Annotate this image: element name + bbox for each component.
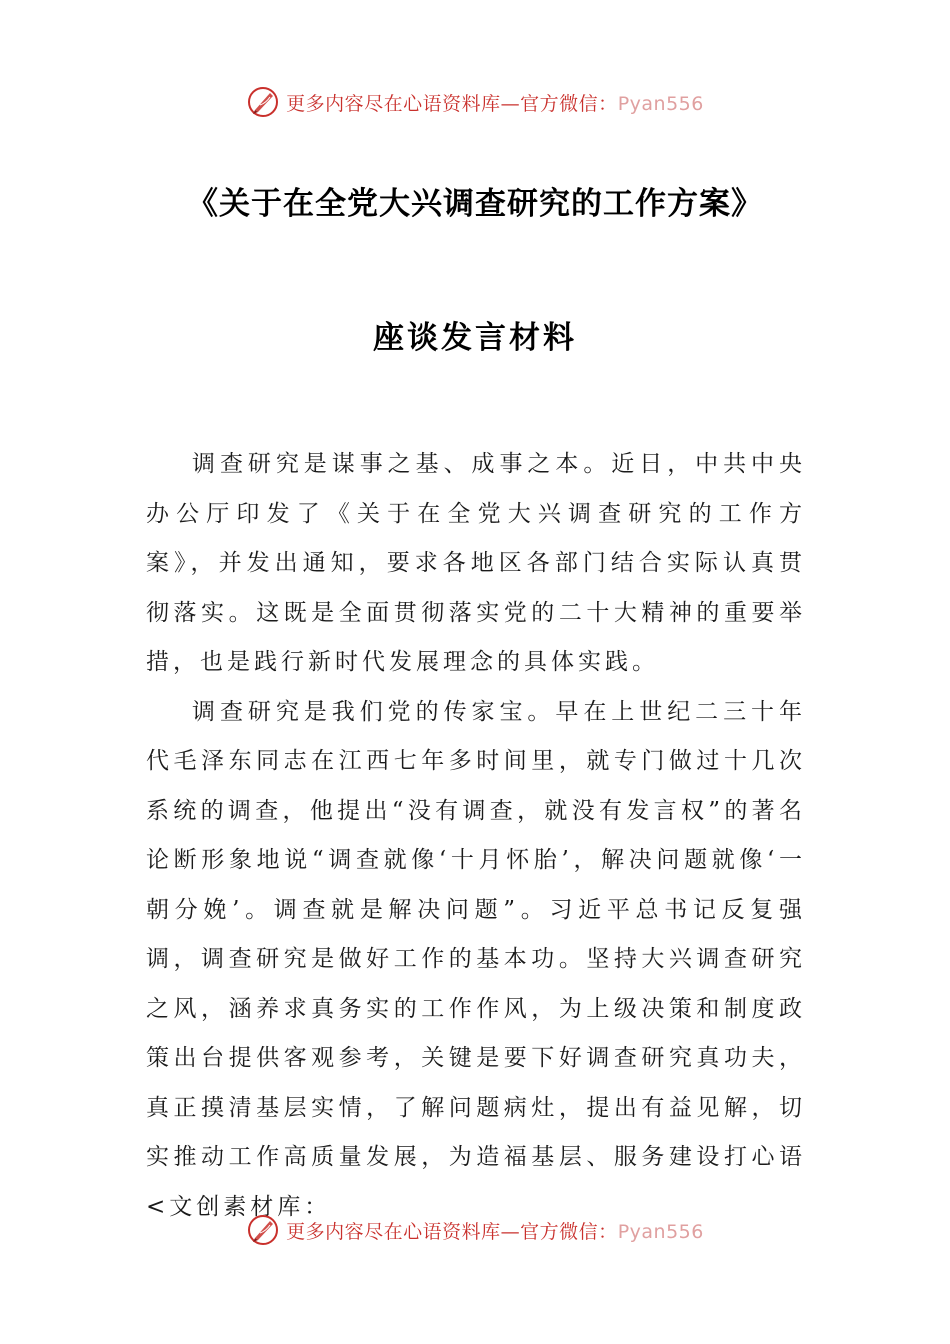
banner-dash: —	[500, 1220, 521, 1243]
document-body	[146, 440, 806, 1232]
banner-brand: 更多内容尽在心语资料库	[286, 92, 501, 115]
banner-wechat-id: Pyan556	[617, 1220, 704, 1243]
quill-pen-logo-icon	[246, 1213, 280, 1247]
banner-dash: —	[500, 92, 521, 115]
banner-brand: 更多内容尽在心语资料库	[286, 1220, 501, 1243]
document-subtitle: 座谈发言材料	[373, 320, 577, 356]
banner-wechat-label: 官方微信：	[520, 92, 618, 115]
footer-banner	[0, 1206, 950, 1254]
header-banner	[0, 78, 950, 126]
quill-pen-logo-icon	[246, 85, 280, 119]
paragraph-1: 调查研究是谋事之基、成事之本。近日，中共中央办公厅印发了《关于在全党大兴调查研究的工作方案》，并发出通知，要求各地区各部门结合实际认真贯彻落实。这既是全面贯彻落实党的二十大精神的重要举措，也是践行新时代发展理念的具体实践。	[146, 451, 806, 675]
banner-wechat-label: 官方微信：	[520, 1220, 618, 1243]
banner-text	[286, 89, 704, 116]
document-title: 《关于在全党大兴调查研究的工作方案》	[187, 186, 763, 222]
banner-wechat-id: Pyan556	[617, 92, 704, 115]
banner-text	[286, 1217, 704, 1244]
paragraph-2: 调查研究是我们党的传家宝。早在上世纪二三十年代毛泽东同志在江西七年多时间里，就专门做过十几次系统的调查，他提出“没有调查，就没有发言权”的著名论断形象地说“调查就像‘十月怀胎’，解决问题就像‘一朝分娩’。调查就是解决问题”。习近平总书记反复强调，调查研究是做好工作的基本功。坚持大兴调查研究之风，涵养求真务实的工作作风，为上级决策和制度政策出台提供客观参考，关键是要下好调查研究真功夫，真正摸清基层实情，了解问题病灶，提出有益见解，切实推动工作高质量发展，为造福基层、服务建设打心语<文创素材库：	[146, 698, 806, 1220]
